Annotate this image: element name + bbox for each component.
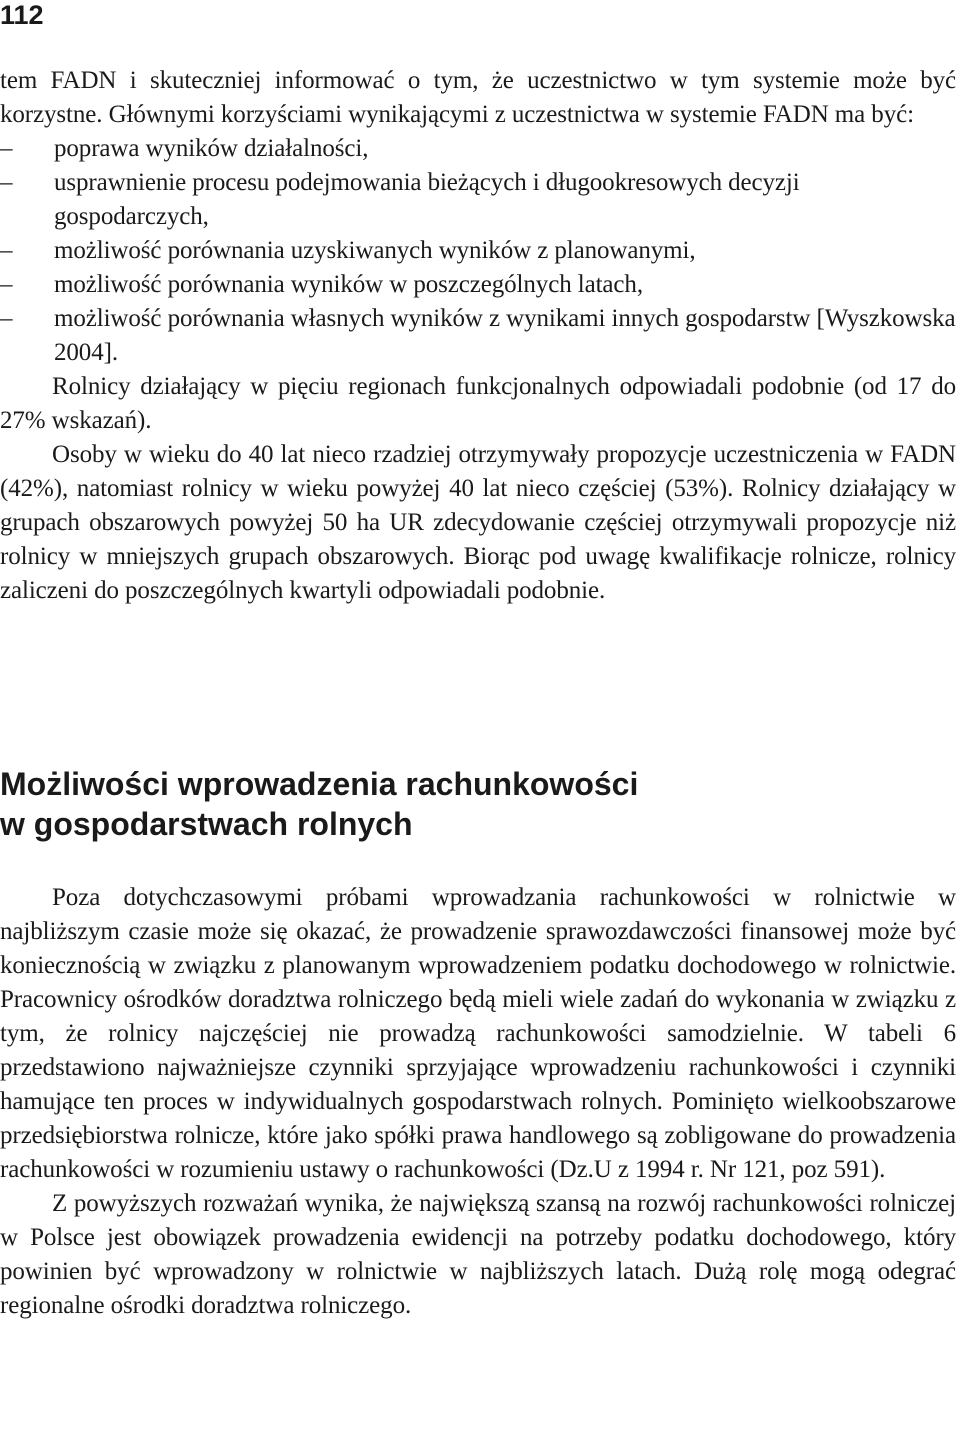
dash-bullet: – (0, 305, 13, 332)
section-heading-line: Możliwości wprowadzenia rachunkowości (0, 766, 639, 802)
list-item-text: możliwość porównania wyników w poszczególnych latach, (54, 271, 643, 298)
list-item (0, 166, 956, 234)
list-item-text: możliwość porównania własnych wyników z wynikami innych gospodarstw [Wyszkowska 2004]. (54, 305, 956, 366)
dash-bullet: – (0, 271, 13, 298)
section-heading (0, 764, 900, 844)
page-number: 112 (0, 0, 44, 30)
benefits-list (0, 132, 956, 370)
list-item (0, 302, 956, 370)
body-paragraph: Poza dotychczasowymi próbami wprowadzania rachunkowości w rolnictwie w najbliższym czasie może się okazać, że prowadzenie sprawozdawczości finansowej może być koniecznością w związku z planowanym wprowadzeniem podatku dochodowego w rolnictwie. Pracownicy ośrodków doradztwa rolniczego będą mieli wiele zadań do wykonania w związku z tym, że rolnicy najczęściej nie prowadzą rachunkowości samodzielnie. W tabeli 6 przedstawiono najważniejsze czynniki sprzyjające wprowadzeniu rachunkowości i czynniki hamujące ten proces w indywidualnych gospodarstwach rolnych. Pominięto wielkoobszarowe przedsiębiorstwa rolnicze, które jako spółki prawa handlowego są zobligowane do prowadzenia rachunkowości w rozumieniu ustawy o rachunkowości (Dz.U z 1994 r. Nr 121, poz 591). (0, 884, 956, 1183)
list-item-text: poprawa wyników działalności, (54, 135, 369, 162)
dash-bullet: – (0, 135, 13, 162)
lower-text-block (0, 881, 956, 1323)
body-paragraph: Osoby w wieku do 40 lat nieco rzadziej otrzymywały propozycje uczestniczenia w FADN (42%), natomiast rolnicy w wieku powyżej 40 lat nieco częściej (53%). Rolnicy działający w grupach obszarowych powyżej 50 ha UR zdecydowanie częściej otrzymywali propozycje niż rolnicy w mniejszych grupach obszarowych. Biorąc pod uwagę kwalifikacje rolnicze, rolnicy zaliczeni do poszczególnych kwartyli odpowiadali podobnie. (0, 441, 956, 604)
list-item-text: możliwość porównania uzyskiwanych wyników z planowanymi, (54, 237, 696, 264)
intro-paragraph: tem FADN i skuteczniej informować o tym, że uczestnictwo w tym systemie może być korzystne. Głównymi korzyściami wynikającymi z uczestnictwa w systemie FADN ma być: (0, 67, 956, 128)
list-item (0, 132, 956, 166)
dash-bullet: – (0, 169, 13, 196)
list-item-text: usprawnienie procesu podejmowania bieżących i długookresowych decyzji gospodarczych, (54, 169, 800, 230)
list-item (0, 268, 956, 302)
section-heading-line: w gospodarstwach rolnych (0, 806, 413, 842)
upper-text-block (0, 64, 956, 608)
list-item (0, 234, 956, 268)
body-paragraph: Z powyższych rozważań wynika, że największą szansą na rozwój rachunkowości rolniczej w Polsce jest obowiązek prowadzenia ewidencji na potrzeby podatku dochodowego, który powinien być wprowadzony w rolnictwie w najbliższych latach. Dużą rolę mogą odegrać regionalne ośrodki doradztwa rolniczego. (0, 1190, 956, 1319)
dash-bullet: – (0, 237, 13, 264)
body-paragraph: Rolnicy działający w pięciu regionach funkcjonalnych odpowiadali podobnie (od 17 do 27% wskazań). (0, 373, 956, 434)
